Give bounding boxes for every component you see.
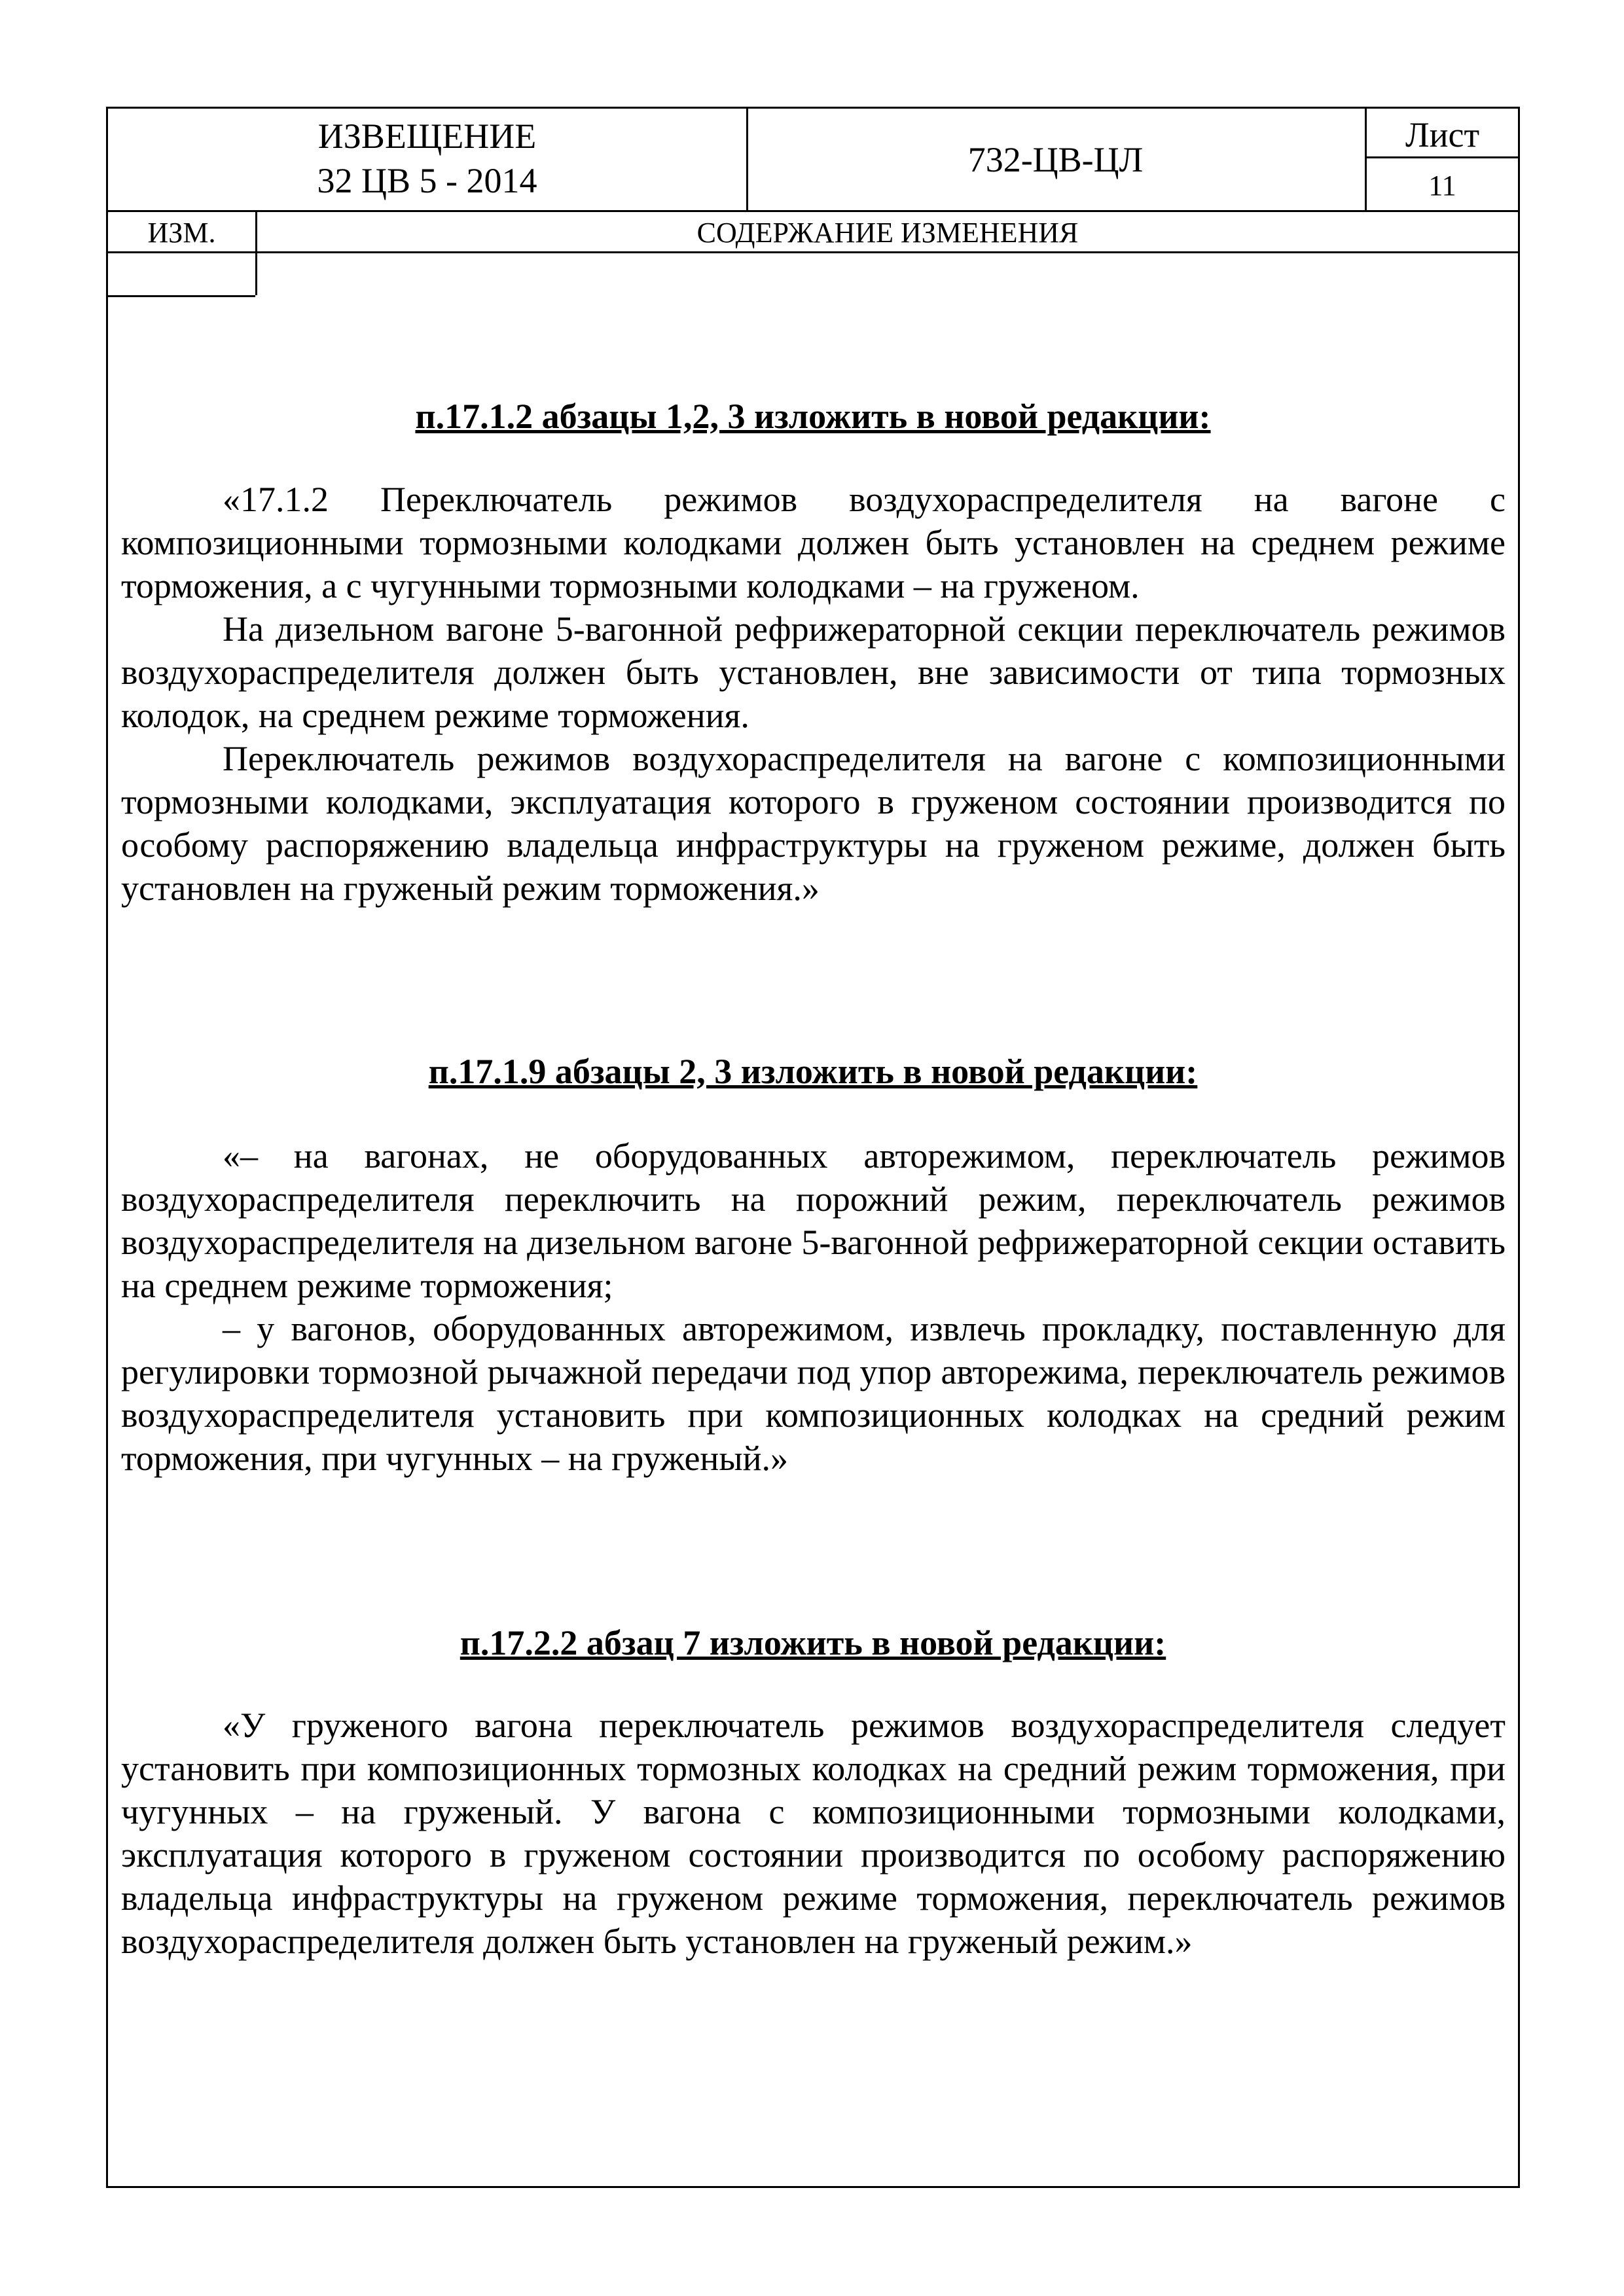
content-column-label: СОДЕРЖАНИЕ ИЗМЕНЕНИЯ — [696, 217, 1079, 249]
paragraph: – у вагонов, оборудованных авторежимом, извлечь прокладку, поставленную для регулировки тормозной рычажной передачи под упор авторежима, переключатель режимов воздухораспределителя установить при композиционных колодках на средний режим торможения, при чугунных – на груженый.» — [121, 1309, 1506, 1478]
sheet-number: 11 — [1428, 170, 1456, 202]
section-body-17-1-9 — [121, 1134, 1506, 1480]
paragraph: Переключатель режимов воздухораспределителя на вагоне с композиционными тормозными колодками, эксплуатация которого в груженом состоянии производится по особому распоряжению владельца инфраструктуры на груженом режиме, должен быть установлен на груженый режим торможения.» — [121, 739, 1506, 908]
notice-title: ИЗВЕЩЕНИЕ — [317, 117, 537, 156]
change-column-label: ИЗМ. — [147, 217, 216, 249]
document-code: 732-ЦВ-ЦЛ — [967, 140, 1144, 179]
section-body-17-1-2 — [121, 478, 1506, 910]
header-bottom-line — [108, 210, 1518, 212]
change-cell-bottom-line — [108, 295, 255, 297]
notice-number: 32 ЦВ 5 - 2014 — [317, 161, 537, 200]
section-body-17-2-2 — [121, 1704, 1506, 1963]
section-heading-17-1-9: п.17.1.9 абзацы 2, 3 изложить в новой редакции: — [428, 1052, 1198, 1091]
paragraph: «У груженого вагона переключатель режимов воздухораспределителя следует установить при композиционных тормозных колодках на средний режим торможения, при чугунных – на груженый. У вагона с композиционными тормозными колодками, эксплуатация которого в груженом состоянии производится по особому распоряжению владельца инфраструктуры на груженом режиме торможения, переключатель режимов воздухораспределителя должен быть установлен на груженый режим.» — [121, 1706, 1506, 1961]
section-heading-17-2-2: п.17.2.2 абзац 7 изложить в новой редакции: — [460, 1623, 1166, 1662]
paragraph: «17.1.2 Переключатель режимов воздухораспределителя на вагоне с композиционными тормозными колодками должен быть установлен на среднем режиме торможения, а с чугунными тормозными колодками – на груженом. — [121, 480, 1506, 605]
paragraph: На дизельном вагоне 5-вагонной рефрижераторной секции переключатель режимов воздухораспределителя должен быть установлен, вне зависимости от типа тормозных колодок, на среднем режиме торможения. — [121, 609, 1506, 735]
sheet-label: Лист — [1405, 115, 1480, 154]
paragraph: «– на вагонах, не оборудованных авторежимом, переключатель режимов воздухораспределителя переключить на порожний режим, переключатель режимов воздухораспределителя на дизельном вагоне 5-вагонной рефрижераторной секции оставить на среднем режиме торможения; — [121, 1136, 1506, 1305]
sheet-cell-divider — [1365, 156, 1518, 158]
section-heading-17-1-2: п.17.1.2 абзацы 1,2, 3 изложить в новой редакции: — [415, 397, 1211, 436]
